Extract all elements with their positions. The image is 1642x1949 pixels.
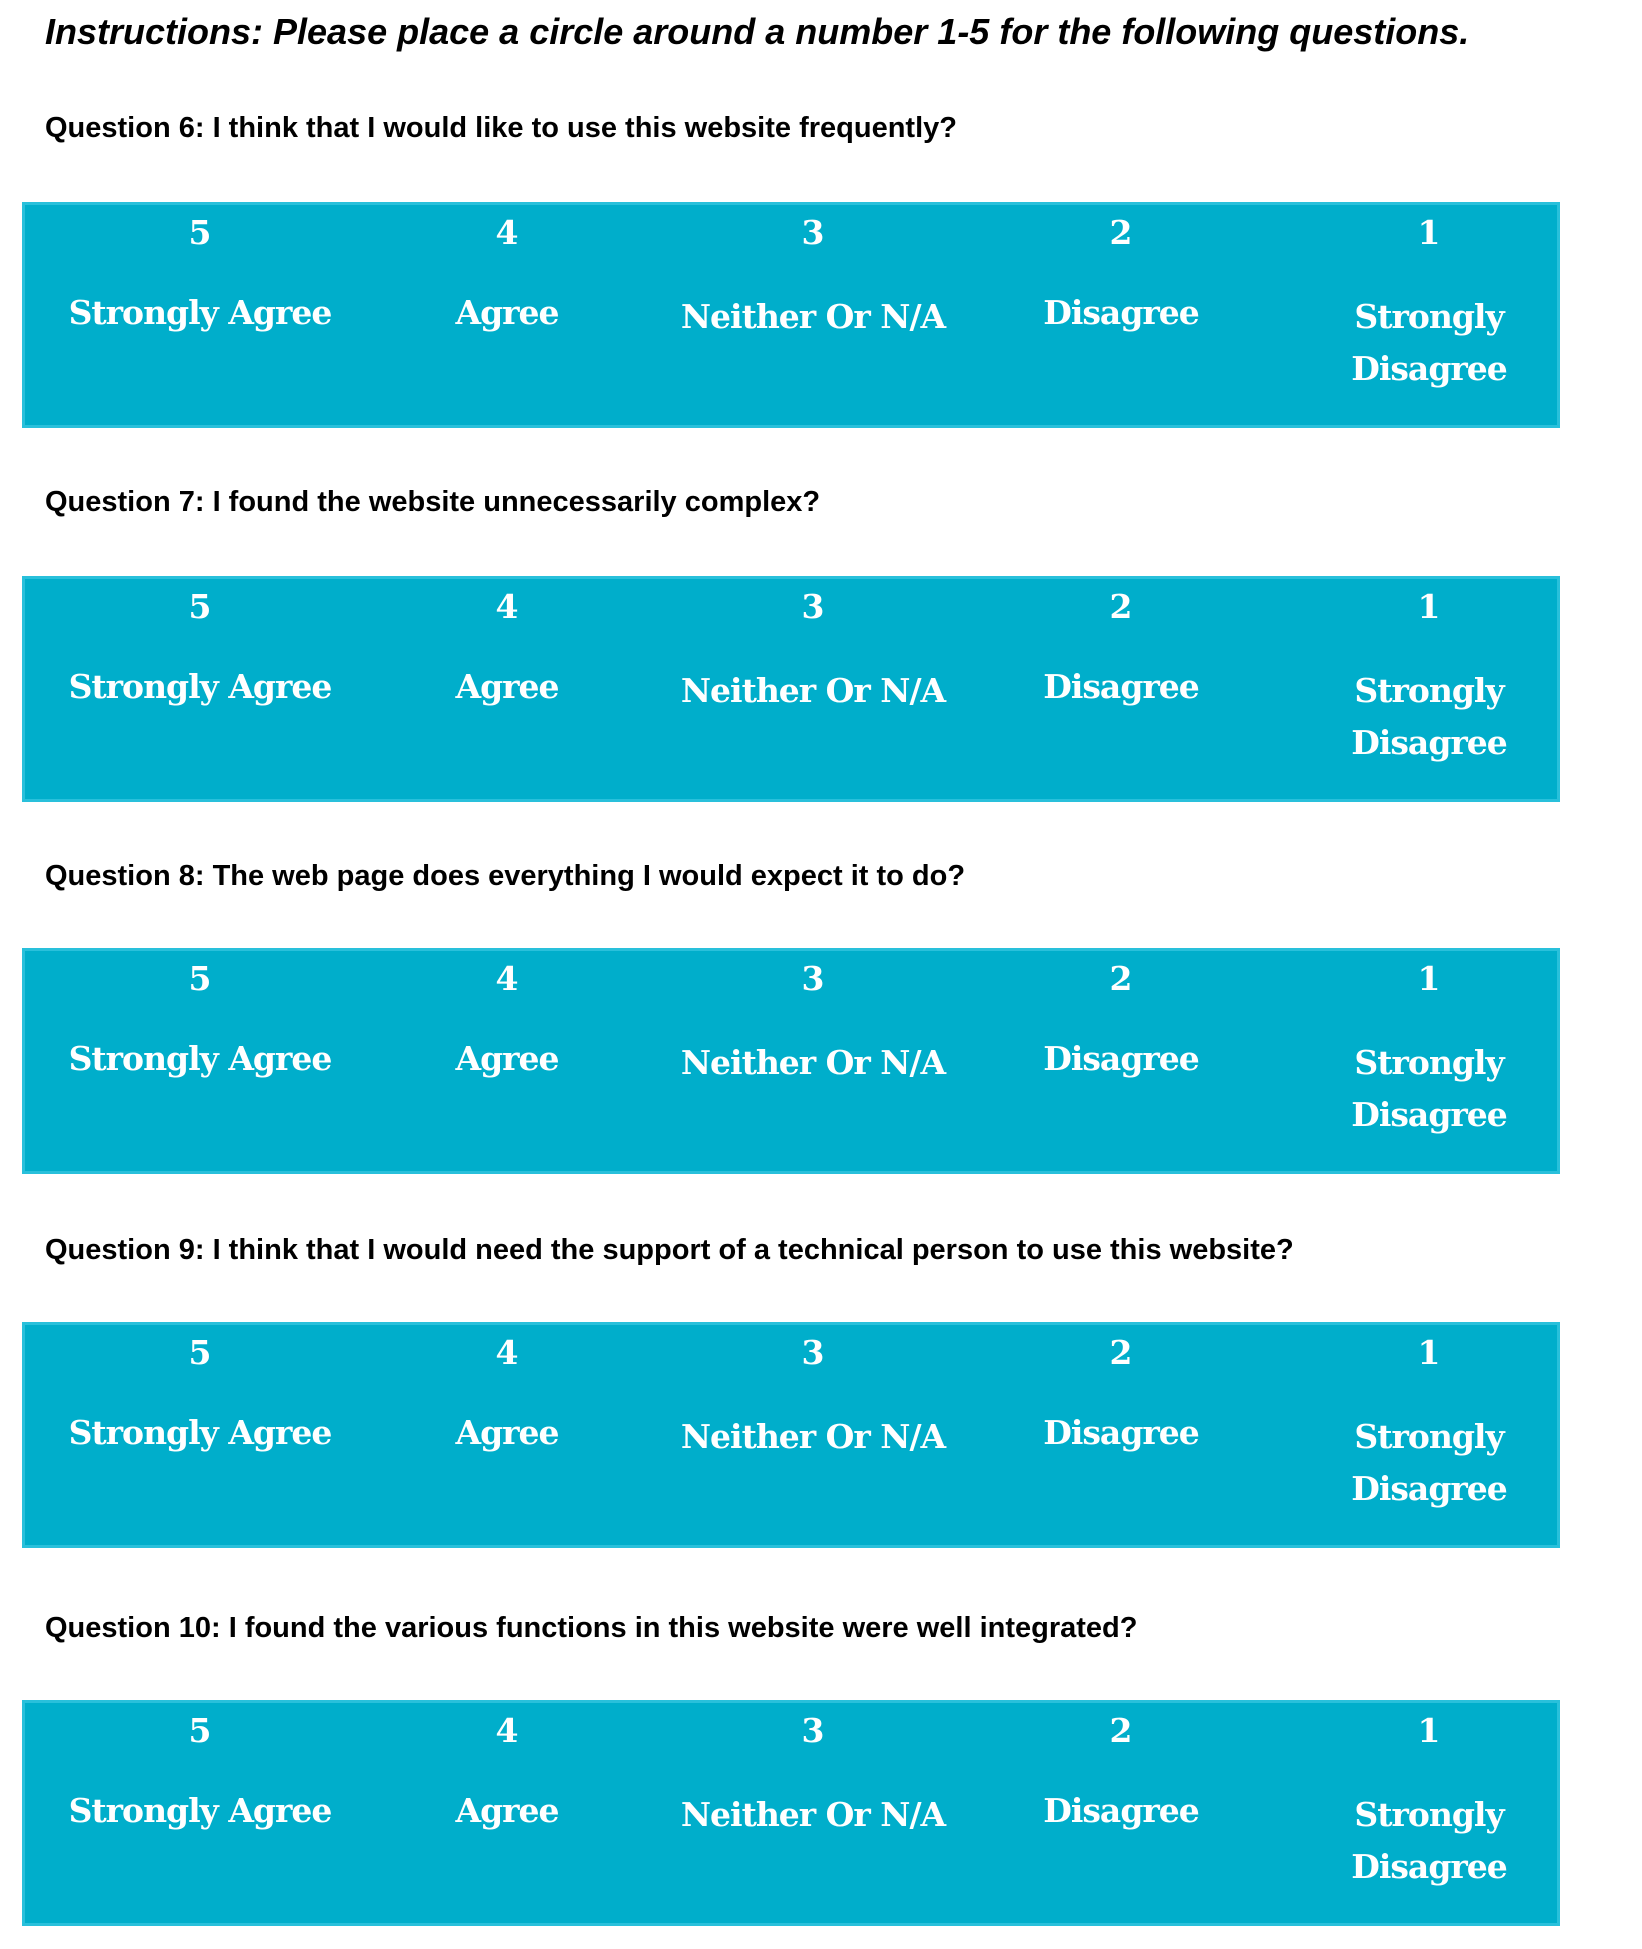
option-label: Neither Or N/A: [680, 297, 946, 336]
option-label: Neither Or N/A: [680, 1043, 946, 1082]
option-number: 1: [1417, 959, 1441, 998]
question-7-scale: [22, 576, 1560, 802]
option-number: 3: [801, 959, 825, 998]
question-8-text: Question 8: The web page does everything I would expect it to do?: [45, 860, 966, 892]
option-label: Strongly Disagree: [1351, 297, 1507, 388]
question-9-text: Question 9: I think that I would need the support of a technical person to use this website?: [45, 1234, 1294, 1266]
question-9-scale: [22, 1322, 1560, 1548]
option-number: 2: [1109, 213, 1133, 252]
option-label: Agree: [455, 293, 559, 332]
option-number: 1: [1417, 213, 1441, 252]
question-8-scale: [22, 948, 1560, 1174]
option-label: Agree: [455, 1413, 559, 1452]
question-7-text: Question 7: I found the website unnecessarily complex?: [45, 486, 821, 518]
option-label: Strongly Disagree: [1351, 671, 1507, 762]
option-number: 3: [801, 1711, 825, 1750]
option-label: Strongly Agree: [68, 667, 332, 706]
option-number: 4: [495, 1333, 519, 1372]
option-number: 2: [1109, 959, 1133, 998]
option-number: 5: [188, 1333, 212, 1372]
option-number: 1: [1417, 587, 1441, 626]
option-number: 3: [801, 213, 825, 252]
option-label: Disagree: [1043, 293, 1199, 332]
option-label: Disagree: [1043, 667, 1199, 706]
option-label: Disagree: [1043, 1791, 1199, 1830]
option-label: Strongly Agree: [68, 1413, 332, 1452]
option-label: Neither Or N/A: [680, 1795, 946, 1834]
option-number: 1: [1417, 1333, 1441, 1372]
option-number: 4: [495, 1711, 519, 1750]
option-number: 2: [1109, 1333, 1133, 1372]
option-label: Strongly Agree: [68, 1791, 332, 1830]
option-number: 5: [188, 959, 212, 998]
option-label: Strongly Disagree: [1351, 1795, 1507, 1886]
option-label: Neither Or N/A: [680, 671, 946, 710]
question-6-text: Question 6: I think that I would like to use this website frequently?: [45, 112, 957, 144]
option-label: Agree: [455, 667, 559, 706]
option-number: 5: [188, 587, 212, 626]
option-number: 3: [801, 1333, 825, 1372]
option-label: Strongly Disagree: [1351, 1043, 1507, 1134]
option-label: Strongly Agree: [68, 293, 332, 332]
option-label: Strongly Disagree: [1351, 1417, 1507, 1508]
question-10-text: Question 10: I found the various functions in this website were well integrated?: [45, 1612, 1138, 1644]
option-number: 2: [1109, 1711, 1133, 1750]
question-6-scale: [22, 202, 1560, 428]
option-label: Neither Or N/A: [680, 1417, 946, 1456]
question-10-scale: [22, 1700, 1560, 1926]
instructions-text: Instructions: Please place a circle around a number 1-5 for the following questions.: [45, 11, 1470, 52]
option-number: 5: [188, 1711, 212, 1750]
option-label: Strongly Agree: [68, 1039, 332, 1078]
option-number: 4: [495, 587, 519, 626]
option-number: 3: [801, 587, 825, 626]
option-number: 4: [495, 213, 519, 252]
option-number: 1: [1417, 1711, 1441, 1750]
option-label: Disagree: [1043, 1039, 1199, 1078]
option-label: Agree: [455, 1791, 559, 1830]
option-number: 5: [188, 213, 212, 252]
option-label: Disagree: [1043, 1413, 1199, 1452]
option-number: 2: [1109, 587, 1133, 626]
option-number: 4: [495, 959, 519, 998]
option-label: Agree: [455, 1039, 559, 1078]
